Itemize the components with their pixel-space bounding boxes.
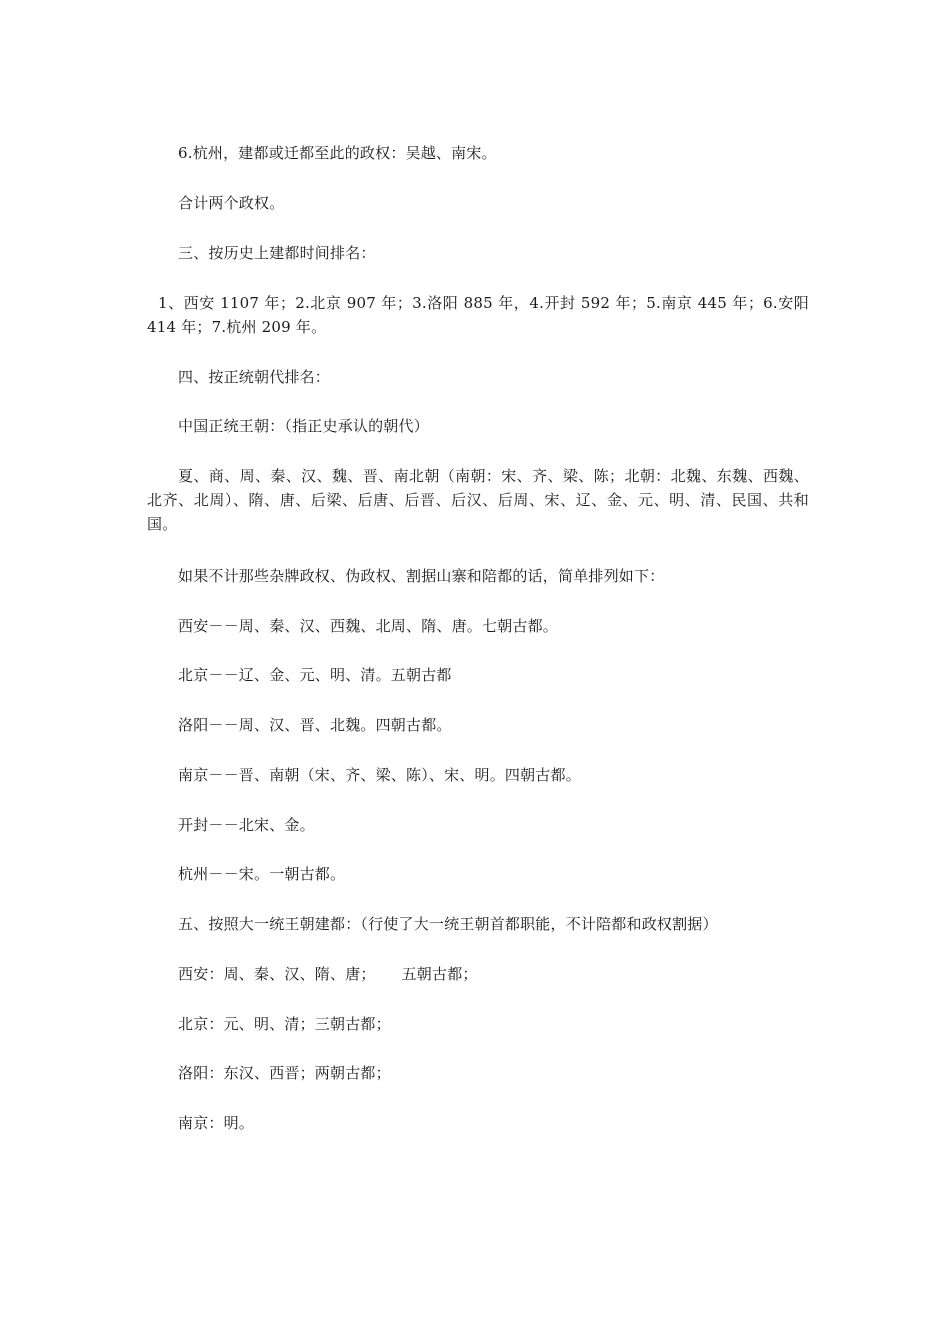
- xian-summary: 五朝古都；: [401, 965, 478, 983]
- paragraph-hangzhou: 6.杭州，建都或迁都至此的政权：吴越、南宋。: [178, 144, 497, 162]
- list-item-luoyang-unified: 洛阳：东汉、西晋；两朝古都；: [178, 1064, 391, 1082]
- heading-section-5: 五、按照大一统王朝建都：（行使了大一统王朝首都职能，不计陪都和政权割据）: [178, 915, 718, 933]
- xian-dynasties: 西安：周、秦、汉、隋、唐；: [178, 965, 376, 983]
- list-item-hangzhou: 杭州－－宋。一朝古都。: [178, 865, 346, 883]
- paragraph-total: 合计两个政权。: [178, 194, 285, 212]
- heading-section-4: 四、按正统朝代排名：: [178, 368, 331, 386]
- list-item-nanjing-unified: 南京：明。: [178, 1114, 255, 1132]
- paragraph-capital-years: 1、西安 1107 年；2.北京 907 年；3.洛阳 885 年，4.开封 592 年；5.南京 445 年；6.安阳 414 年；7.杭州 209 年。: [147, 294, 809, 336]
- list-item-xian-unified: [178, 962, 478, 986]
- paragraph-dynasty-list: 夏、商、周、秦、汉、魏、晋、南北朝（南朝：宋、齐、梁、陈；北朝：北魏、东魏、西魏、北齐、北周）、隋、唐、后梁、后唐、后晋、后汉、后周、宋、辽、金、元、明、清、民国、共和国。: [147, 467, 809, 533]
- list-item-kaifeng: 开封－－北宋、金。: [178, 816, 315, 834]
- list-item-beijing-unified: 北京：元、明、清；三朝古都；: [178, 1015, 391, 1033]
- list-item-luoyang: 洛阳－－周、汉、晋、北魏。四朝古都。: [178, 716, 452, 734]
- heading-section-3: 三、按历史上建都时间排名：: [178, 244, 376, 262]
- list-item-xian: 西安－－周、秦、汉、西魏、北周、隋、唐。七朝古都。: [178, 617, 559, 635]
- paragraph-simple-list-intro: 如果不计那些杂牌政权、伪政权、割据山寨和陪都的话，简单排列如下：: [178, 567, 665, 585]
- list-item-beijing: 北京－－辽、金、元、明、清。五朝古都: [178, 666, 452, 684]
- paragraph-orthodox-dynasties: 中国正统王朝：（指正史承认的朝代）: [178, 417, 429, 435]
- list-item-nanjing: 南京－－晋、南朝（宋、齐、梁、陈）、宋、明。四朝古都。: [178, 766, 581, 784]
